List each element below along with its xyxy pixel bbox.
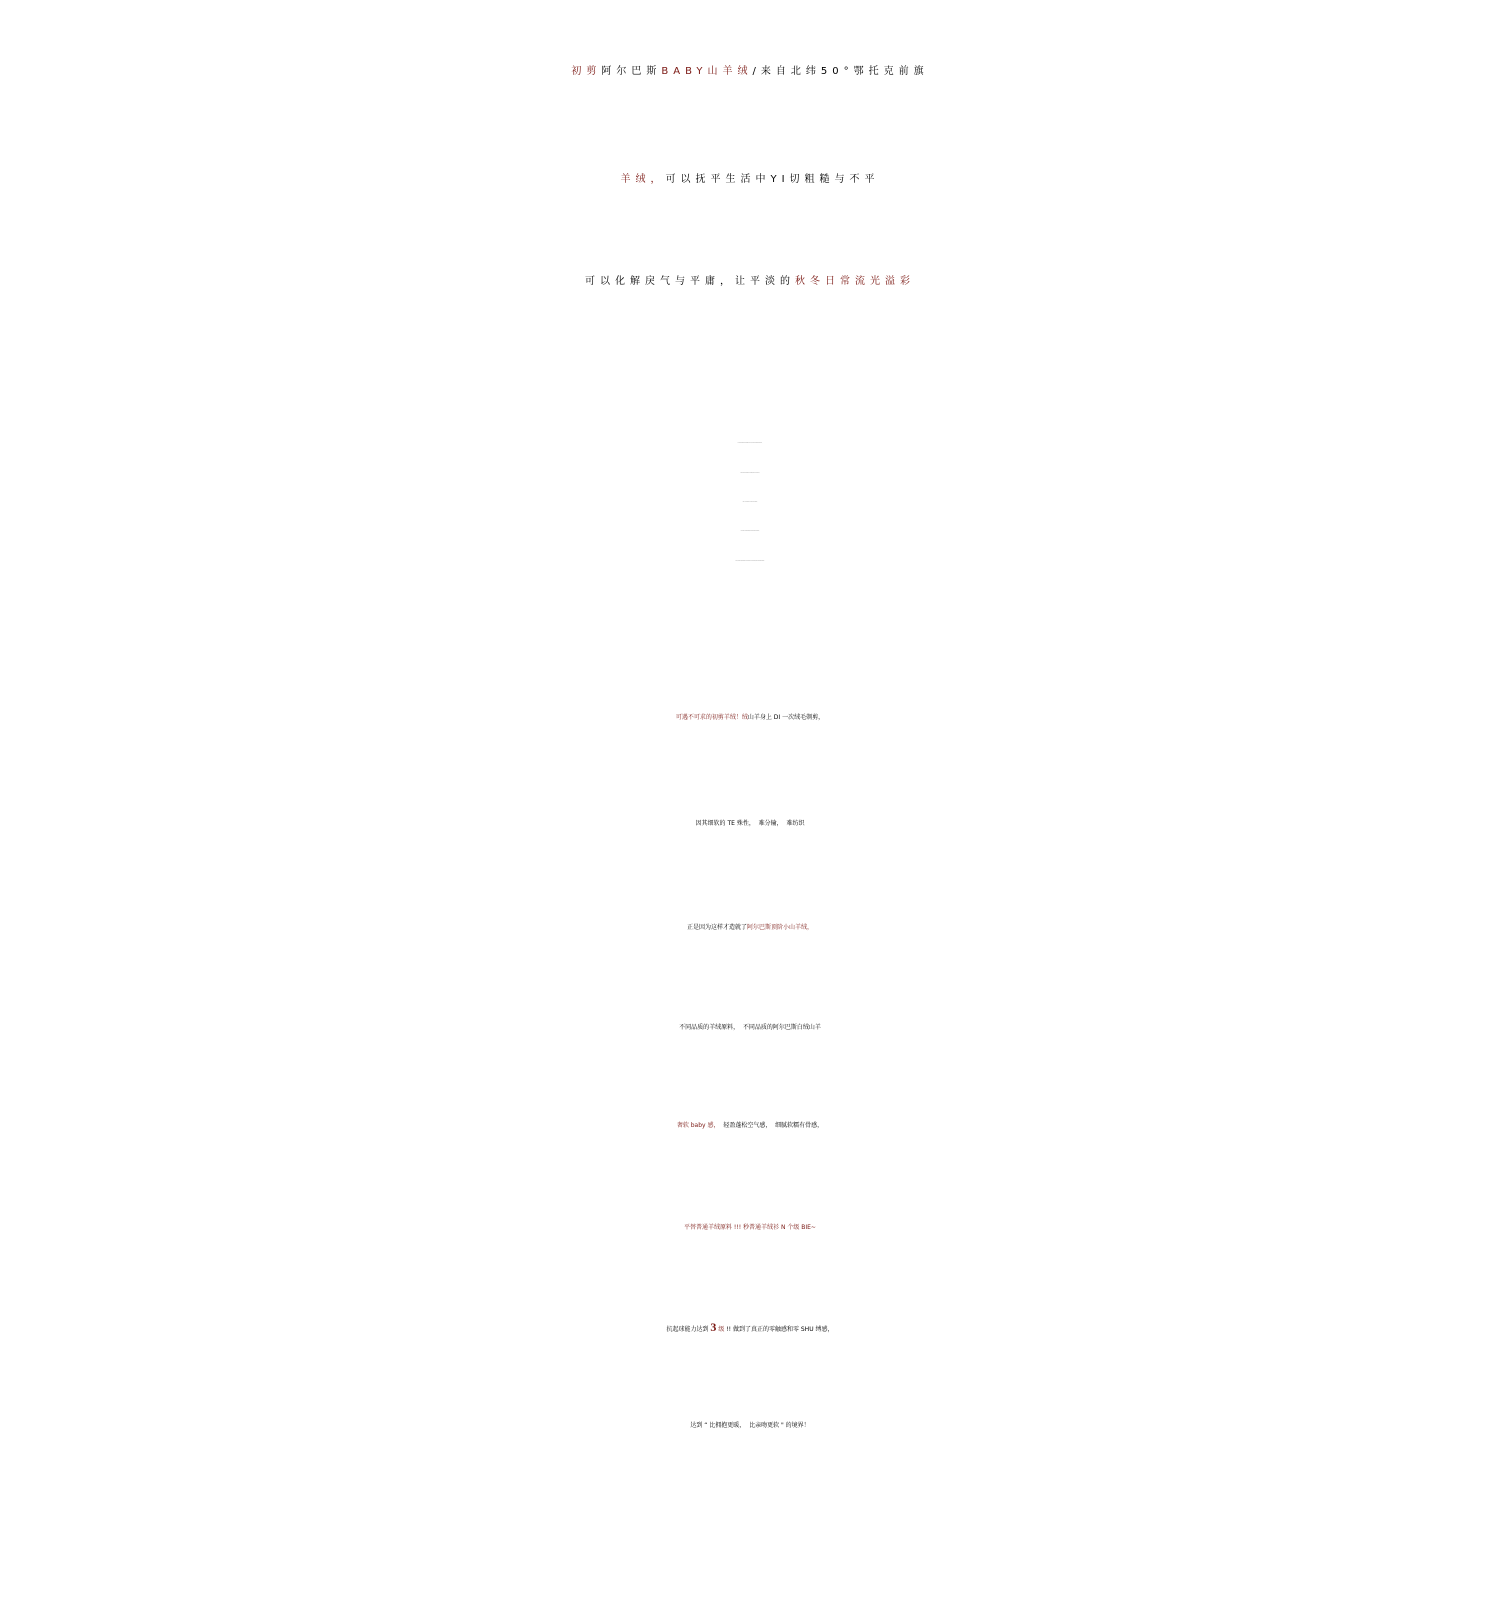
headline-1-highlight-a: 初剪	[571, 66, 602, 77]
body-4-text-a: 不同品质的羊绒原料， 不同品质的阿尔巴斯白绒山羊	[679, 1024, 821, 1031]
english-line-3	[0, 493, 1500, 511]
body-7-highlight-c: 级	[716, 1326, 725, 1333]
body-line-5	[0, 1120, 1500, 1129]
headline-line-2	[0, 170, 1500, 185]
body-2-text-a: 因其细软的 TE 殊性， 难分输， 难纺织	[695, 820, 805, 827]
english-line-2	[0, 464, 1500, 482]
headline-line-1	[0, 62, 1500, 77]
headline-line-3	[0, 272, 1500, 287]
body-line-3	[0, 922, 1500, 931]
english-line-1	[0, 434, 1500, 452]
body-line-6	[0, 1222, 1500, 1231]
body-6-highlight-a: 平替普通羊绒原料 !!! 秒普通羊绒衫 N 个级 BIE~	[684, 1224, 816, 1231]
headline-2-text-b: 可以抚平生活中YI切粗糙与不平	[665, 174, 880, 185]
body-line-4	[0, 1022, 1500, 1031]
headline-3-text-a: 可以化解戾气与平庸，让平淡的	[585, 276, 795, 287]
body-5-text-b: 轻盈蓬松空气感， 细腻软糯有骨感，	[719, 1122, 824, 1129]
body-3-text-a: 正是因为这样才造就了	[686, 924, 747, 931]
body-1-highlight-a: 可遇不可求的初剪羊绒！绒	[675, 714, 748, 721]
headline-1-highlight-c: BABY山羊绒	[661, 66, 753, 77]
body-line-2	[0, 818, 1500, 827]
body-7-highlight-number: 3	[710, 1320, 717, 1334]
body-7-text-a: 抗起球能力达到	[666, 1326, 711, 1333]
headline-1-text-d: /来自北纬50°鄂托克前旗	[752, 66, 929, 77]
body-line-8	[0, 1420, 1500, 1429]
body-line-7	[0, 1320, 1500, 1335]
body-line-1	[0, 712, 1500, 721]
headline-2-highlight-a: 羊绒，	[620, 174, 666, 185]
body-8-text-a: 达到 “ 比拥抱更暖， 比亲吻更软 " 的境界！	[690, 1422, 810, 1429]
headline-3-highlight-b: 秋冬日常流光溢彩	[795, 276, 915, 287]
body-1-text-b: 山羊身上 DI 一次绒毛剃剪，	[747, 714, 825, 721]
headline-1-text-b: 阿尔巴斯	[601, 66, 662, 77]
body-7-text-d: !! 做到了真正的零触感和零 SHU 缚感，	[724, 1326, 834, 1333]
english-line-4	[0, 522, 1500, 540]
body-5-highlight-a: 奢软 baby 感，	[676, 1122, 720, 1129]
english-line-5	[0, 552, 1500, 570]
body-3-highlight-b: 阿尔巴斯顶阶小山羊绒，	[747, 924, 814, 931]
